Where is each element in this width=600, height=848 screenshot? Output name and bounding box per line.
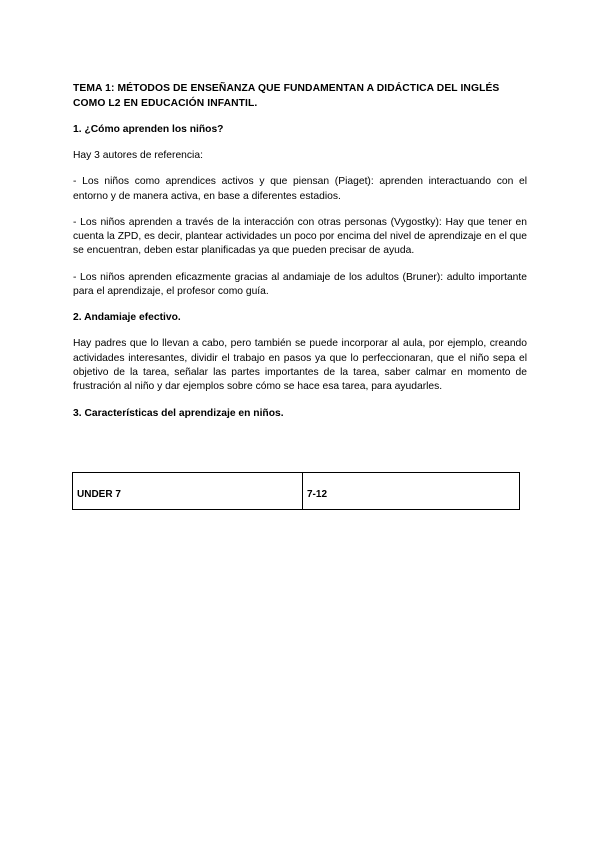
document-page	[73, 82, 527, 433]
table-header-under-7: UNDER 7	[73, 473, 303, 510]
table-row	[73, 473, 520, 510]
section-1-heading: 1. ¿Cómo aprenden los niños?	[73, 124, 224, 135]
section-2-body: Hay padres que lo llevan a cabo, pero también se puede incorporar al aula, por ejemplo, creando actividades interesantes, dividir el trabajo en pasos ya que lo perfeccionaran, que el niño sepa el objetivo de la tarea, señalar las partes importantes de la tarea, saber calmar en momento de frustración al niño y dar ejemplos sobre cómo se hace esa tarea, para ayudarles.	[73, 338, 527, 393]
document-title: TEMA 1: MÉTODOS DE ENSEÑANZA QUE FUNDAMENTAN A DIDÁCTICA DEL INGLÉS COMO L2 EN EDUCACIÓN INFANTIL.	[73, 83, 500, 109]
section-1-item-vygotsky: - Los niños aprenden a través de la interacción con otras personas (Vygostky): Hay que tener en cuenta la ZPD, es decir, plantear actividades un poco por encima del nivel de aprendizaje en el que se encuentran, deben estar planificadas ya que pueden precisar de ayuda.	[73, 216, 527, 257]
table-header-7-12: 7-12	[303, 473, 520, 510]
section-1-item-bruner: - Los niños aprenden eficazmente gracias al andamiaje de los adultos (Bruner): adulto importante para el aprendizaje, el profesor como guía.	[73, 271, 527, 298]
section-1-intro: Hay 3 autores de referencia:	[73, 150, 203, 161]
ages-table	[72, 472, 520, 510]
section-3-heading: 3. Características del aprendizaje en niños.	[73, 407, 284, 419]
section-2-heading: 2. Andamiaje efectivo.	[73, 312, 181, 324]
section-1-item-piaget: - Los niños como aprendices activos y que piensan (Piaget): aprenden interactuando con el entorno y de manera activa, en base a diferentes estadios.	[73, 176, 527, 202]
